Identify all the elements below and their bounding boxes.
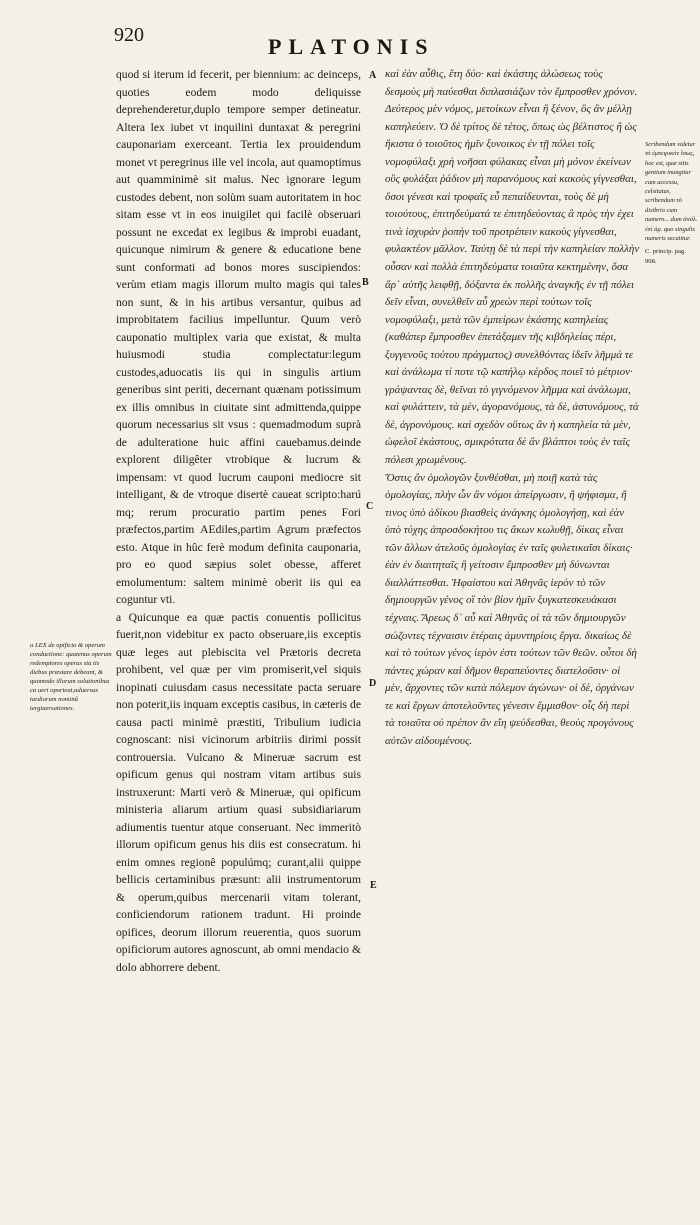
greek-paragraph: Ὅστις ἂν ὁμολογῶν ξυνθέσθαι, μὴ ποιῇ κατὰ τὰς ὁμολογίας, πλὴν ὧν ἂν νόμοι ἀπείργωσιν, ἢ ψήφισμα, ἤ τινος ὑπὸ ἀδίκου βιασθεὶς ἀνάγκης ὁμολογήσῃ, καὶ ἐὰν ὑπὸ τύχης ἀπροσδοκήτου τις ἄκων κωλυθῇ, δίκας εἶναι τῶν ἄλλων ἀτελοῦς ὁμολογίας ἐν ταῖς φυλετικαῖσι δίκαις· ἐὰν ἐν διαιτηταῖς ἢ γείτοσιν ἔμπροσθεν μὴ δύνωνται διαλλάττεσθαι. Ἡφαίστου καὶ Ἀθηνᾶς ἱερὸν τὸ τῶν δημιουργῶν γένος οἳ τὸν βίον ἡμῖν ξυγκατεσκευάκασι τέχναις. Ἄρεως δ᾽ αὖ καὶ Ἀθηνᾶς οἱ τὰ τῶν δημιουργῶν σώζοντες τέχναισιν ἑτέραις ἀμυντηρίοις ἔργα. δικαίως δὲ καὶ τὸ τούτων γένος ἱερὸν ἐστι τούτων τῶν θεῶν. οὗτοι δὴ πάντες χώραν καὶ δῆμον θεραπεύοντες διατελοῦσιν· οἱ μὲν, ἄρχοντες τῶν κατὰ πόλεμον ἀγώνων· οἱ δὲ, ὀργάνων τε καὶ ἔργων ἀποτελοῦντες γένεσιν ἔμμισθον· οἷς δὴ περὶ τὰ τοιαῦτα οὐ πρέπον ἂν εἴη ψεύδεσθαι, θεοὺς προγόνους αὐτῶν αἰδουμένους. <box>385 471 637 747</box>
section-letter-b: B <box>362 277 369 288</box>
section-letter-c: C <box>366 501 374 512</box>
section-letter-d: D <box>369 678 377 689</box>
right-margin-note <box>645 140 699 266</box>
section-letter-e: E <box>370 880 377 891</box>
latin-paragraph: a Quicunque ea quæ pactis conuentis pollicitus fuerit,non videbitur ex pacto obseruare,iis exceptis quæ leges aut plebiscita vel Prætoris decreta prohibent, vel quæ per vim promiserit,vel siquis inopinati cuiusdam casus necessitate pacta seruare non poterit,iis inquam exceptis casibus, in cæteris de causa pacti minimè præstiti, Tribulium iudicia cognoscant: nisi vicinorum arbitriis dirimi possit controuersia. Vulcano & Mineruæ sacrum est opificum genus qui nostram vitam artibus suis instruxerunt: Marti verò & Mineruæ, qui opificum ministeria aliarum artium quasi subsidiariarum adiumentis tuentur atque conseruant. Nec immeritò illorum opificum genus his diis est consecratum. hi enim omnes regionê populúmq; curant,alii quippe bellicis certaminibus præsunt: alii instrumentorum & operum,quibus mercenarii vitam tolerant, conficiendorum rationem tradunt. Hi proinde opifices, deorum illorum reuerentia, quos suorum opificiorum autores agnoscunt, ab omni mendacio & dolo abhorrere debent. <box>116 610 361 974</box>
latin-column <box>116 66 361 976</box>
greek-column <box>385 66 640 750</box>
page-number: 920 <box>114 24 144 46</box>
section-letter-a: A <box>369 70 377 81</box>
cross-reference: C. princip. pag. 908. <box>645 248 686 265</box>
right-margin-note-text: Scribendum videtur τὸ ἐμπειρικὸν ἴσως, hoc est, quæ sitis gentium inungitur cum accessu, celsitatus, scribendum τὸ disibrio cum numero... dum ἀπόλ. ἐπὶ ἀμ. quo singulis numeris secutitur. <box>645 141 698 243</box>
running-head: PLATONIS <box>268 34 435 59</box>
latin-paragraph: quod si iterum id fecerit, per biennium: ac deinceps, quoties eodem modo deliquisse deprehenderetur,duplo tempore semper detineatur. Altera lex iubet vt inquilini duntaxat & peregrini cauponariam exerceant. Tertia lex prouidendum monet vt peregrinus ille vel incola, aut quamoptimus aut quamminimè sit malus. Nec ignorare legum custodes debent, non solùm suam autoritatem in hoc sitam esse vt in eos inuigilet qui facilè obseruari possunt ne excedat ex legibus & improbi euadant, quicunque nimirum & genere & educatione bene sunt conformati ad bonos mores suscipiendos: verùm etiam magis illorum multo magis qui tales non sunt, & in his artibus versantur, quibus ad improbitatem facilius impelluntur. Quum verò cauponatio multiplex varia que existat, & multa huiusmodi studia complectatur:legum custodes,aduocatis iis qui in singulis artium generibus sint periti, decernant quænam potissimum ex illis omnibus in ciuitate sint admittenda,quippe quorum necessarius sit vsus : quemadmodum suprà de adulteratione huic affini cauebamus.deinde explorent diligêter vtrobique & lucrum & impensam: vt quod lucrum cauponi mediocre sit intelligant, & de vtroque disertè caueat scripto:harú mq; rerum procuratio partim penes Fori præfectos,partim AEdiles,partim Agrum præfectos esto. Atque in hûc ferè modum definita cauponaria, pro eo quod sæpius solet obesse, afferet emolumentum: saltem minimè oberit iis qui ea coguntur vti. <box>116 68 361 606</box>
left-margin-note: a LEX de opificio & operum conductione: quatenus operum redemptores operas sta tis diebus præstare debeant, & quomodo illorum solutionibus ca ueri oporteat,aduersus tardiorum nominû tergiuersationes. <box>30 642 112 712</box>
greek-paragraph: καὶ ἐὰν αὖθις, ἔτη δύο· καὶ ἑκάστης ἁλώσεως τοὺς δεσμοὺς μὴ παύεσθαι διπλασιάζων τὸν ἔμπροσθεν χρόνον. Δεύτερος μὲν νόμος, μετοίκων εἶναι ἢ ξένον, ὃς ἂν μέλλῃ καπηλεύειν. Ὁ δὲ τρίτος δὲ τέτος, ὅπως ὡς βέλτιστος ἢ ὡς ἥκιστα ὁ τοιοῦτος ἡμῖν ξυνοικος ἐν τῇ πόλει τοῖς νομοφύλαξι χρὴ νοῆσαι φύλακας εἶναι μὴ μόνον ἐκείνων οὓς φυλάξαι ῥάδιον μὴ παρανόμους καὶ κακοὺς γίγνεσθαι, ὅσοι γένεσι καὶ τροφαῖς εὖ πεπαίδευνται, τοὺς δὲ μὴ τοιούτους, ἐπιτηδεύματά τε ἐπιτηδεύοντας ἃ πρὸς τὴν ἐχει τινὰ ἰσχυρὰν ῥοπὴν τοῦ προτρέπειν κακοὺς γίγνεσθαι, φυλακτέον μᾶλλον. Ταύτῃ δὲ τὰ περὶ τὴν καπηλείαν πολλὴν οὖσαν καὶ πολλὰ ἐπιτηδεύματα τοιαῦτα κεκτημένην, ὅσα ἄρ᾽ αὐτῆς λειφθῇ, δόξαντα ἐκ πολλῆς ἀναγκῆς ἐν τῇ πόλει δεῖν εἶναι, συνελθεῖν αὖ χρεὼν περὶ τούτων τοῖς νομοφύλαξι, μετὰ τῶν ἐμπείρων ἑκάστης καπηλείας (καθάπερ ἔμπροσθεν ἐπετάξαμεν τῆς κιβδηλείας πέρι, ξυγγενοῦς τούτου πράγματος) συνελθόντας ἰδεῖν λῆμμά τε καὶ ἀνάλωμα τί ποτε τῷ καπήλῳ κέρδος ποιεῖ τὸ μέτριον· γράψαντας δὲ, θεῖναι τὸ γιγνόμενον λῆμμα καὶ ἀνάλωμα, καὶ φυλάττειν, τὰ μὲν, ἀγορανόμους, τὰ δὲ, ἀστυνόμους, τὰ δὲ, ἀγρονόμους. καὶ σχεδὸν οὕτως ἂν ἡ καπηλεία τὰ μὲν, ὠφελοῖ ἑκάστους, σμικρότατα δὲ ἂν βλάπτοι τοὺς ἐν ταῖς πόλεσι χρωμένους. <box>385 68 640 467</box>
